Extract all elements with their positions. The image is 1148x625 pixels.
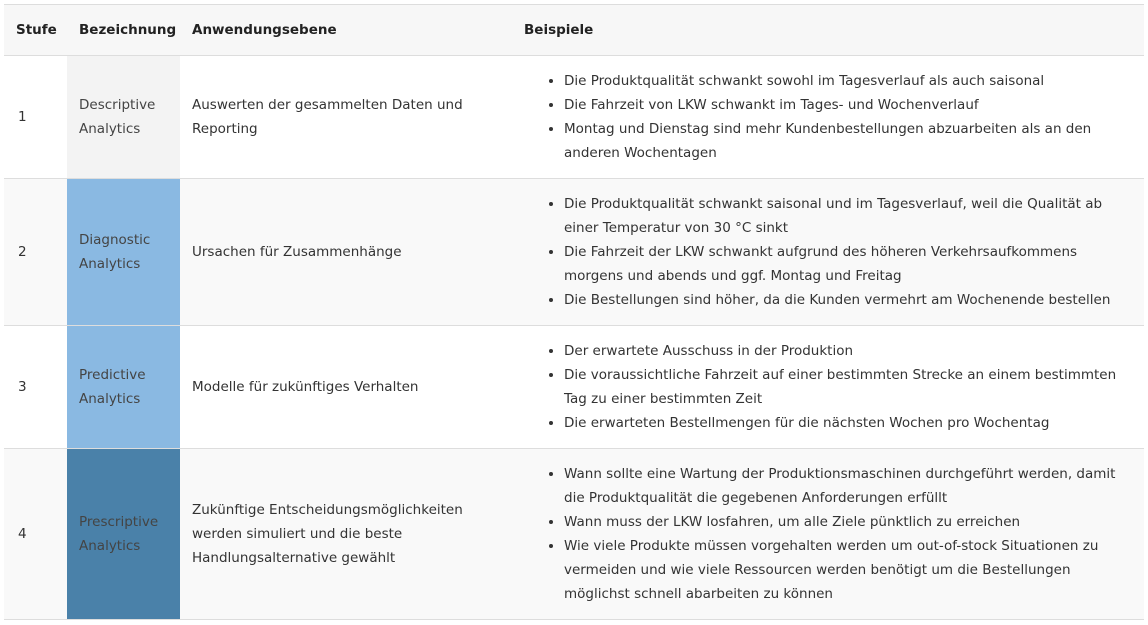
table-row <box>4 179 1144 326</box>
example-item: • Die Fahrzeit von LKW schwankt im Tages- und Wochenverlauf <box>564 93 1132 117</box>
anwendungsebene-cell: Modelle für zukünftiges Verhalten <box>180 326 508 449</box>
table-row <box>4 326 1144 449</box>
example-item: • Wie viele Produkte müssen vorgehalten werden um out-of-stock Situationen zu vermeiden und wie viele Ressourcen werden benötigt um die Bestellungen möglichst schnell abarbeiten zu können <box>564 534 1132 606</box>
example-item: • Die Bestellungen sind höher, da die Kunden vermehrt am Wochenende bestellen <box>564 288 1132 312</box>
table-row <box>4 449 1144 620</box>
example-item: • Die Produktqualität schwankt saisonal und im Tagesverlauf, weil die Qualität ab einer Temperatur von 30 °C sinkt <box>564 192 1132 240</box>
table-header <box>4 5 1144 56</box>
example-item: • Die erwarteten Bestellmengen für die nächsten Wochen pro Wochentag <box>564 411 1132 435</box>
header-stufe: Stufe <box>4 5 67 56</box>
anwendungsebene-cell: Zukünftige Entscheidungsmöglichkeiten werden simuliert und die beste Handlungsalternative gewählt <box>180 449 508 620</box>
example-item: • Die Fahrzeit der LKW schwankt aufgrund des höheren Verkehrsaufkommens morgens und abends und ggf. Montag und Freitag <box>564 240 1132 288</box>
example-list <box>524 192 1132 312</box>
example-list <box>524 69 1132 165</box>
analytics-levels-table-wrapper <box>4 4 1144 620</box>
beispiele-cell <box>508 326 1144 449</box>
example-item: • Wann sollte eine Wartung der Produktionsmaschinen durchgeführt werden, damit die Produktqualität die gegebenen Anforderungen erfüllt <box>564 462 1132 510</box>
example-item: • Der erwartete Ausschuss in der Produktion <box>564 339 1132 363</box>
analytics-levels-table <box>4 4 1144 620</box>
example-item: • Die voraussichtliche Fahrzeit auf einer bestimmten Strecke an einem bestimmten Tag zu einer bestimmten Zeit <box>564 363 1132 411</box>
bezeichnung-cell: Predictive Analytics <box>67 326 180 449</box>
stufe-cell: 2 <box>4 179 67 326</box>
example-list <box>524 339 1132 435</box>
example-item: • Montag und Dienstag sind mehr Kundenbestellungen abzuarbeiten als an den anderen Wochentagen <box>564 117 1132 165</box>
example-item: • Wann muss der LKW losfahren, um alle Ziele pünktlich zu erreichen <box>564 510 1132 534</box>
bezeichnung-cell: Diagnostic Analytics <box>67 179 180 326</box>
header-anwendungsebene: Anwendungsebene <box>180 5 508 56</box>
header-beispiele: Beispiele <box>508 5 1144 56</box>
bezeichnung-cell: Prescriptive Analytics <box>67 449 180 620</box>
anwendungsebene-cell: Auswerten der gesammelten Daten und Reporting <box>180 56 508 179</box>
beispiele-cell <box>508 56 1144 179</box>
beispiele-cell <box>508 449 1144 620</box>
stufe-cell: 3 <box>4 326 67 449</box>
example-item: • Die Produktqualität schwankt sowohl im Tagesverlauf als auch saisonal <box>564 69 1132 93</box>
bezeichnung-cell: Descriptive Analytics <box>67 56 180 179</box>
header-bezeichnung: Bezeichnung <box>67 5 180 56</box>
header-row <box>4 5 1144 56</box>
table-row <box>4 56 1144 179</box>
beispiele-cell <box>508 179 1144 326</box>
example-list <box>524 462 1132 606</box>
table-body <box>4 56 1144 620</box>
stufe-cell: 1 <box>4 56 67 179</box>
stufe-cell: 4 <box>4 449 67 620</box>
anwendungsebene-cell: Ursachen für Zusammenhänge <box>180 179 508 326</box>
